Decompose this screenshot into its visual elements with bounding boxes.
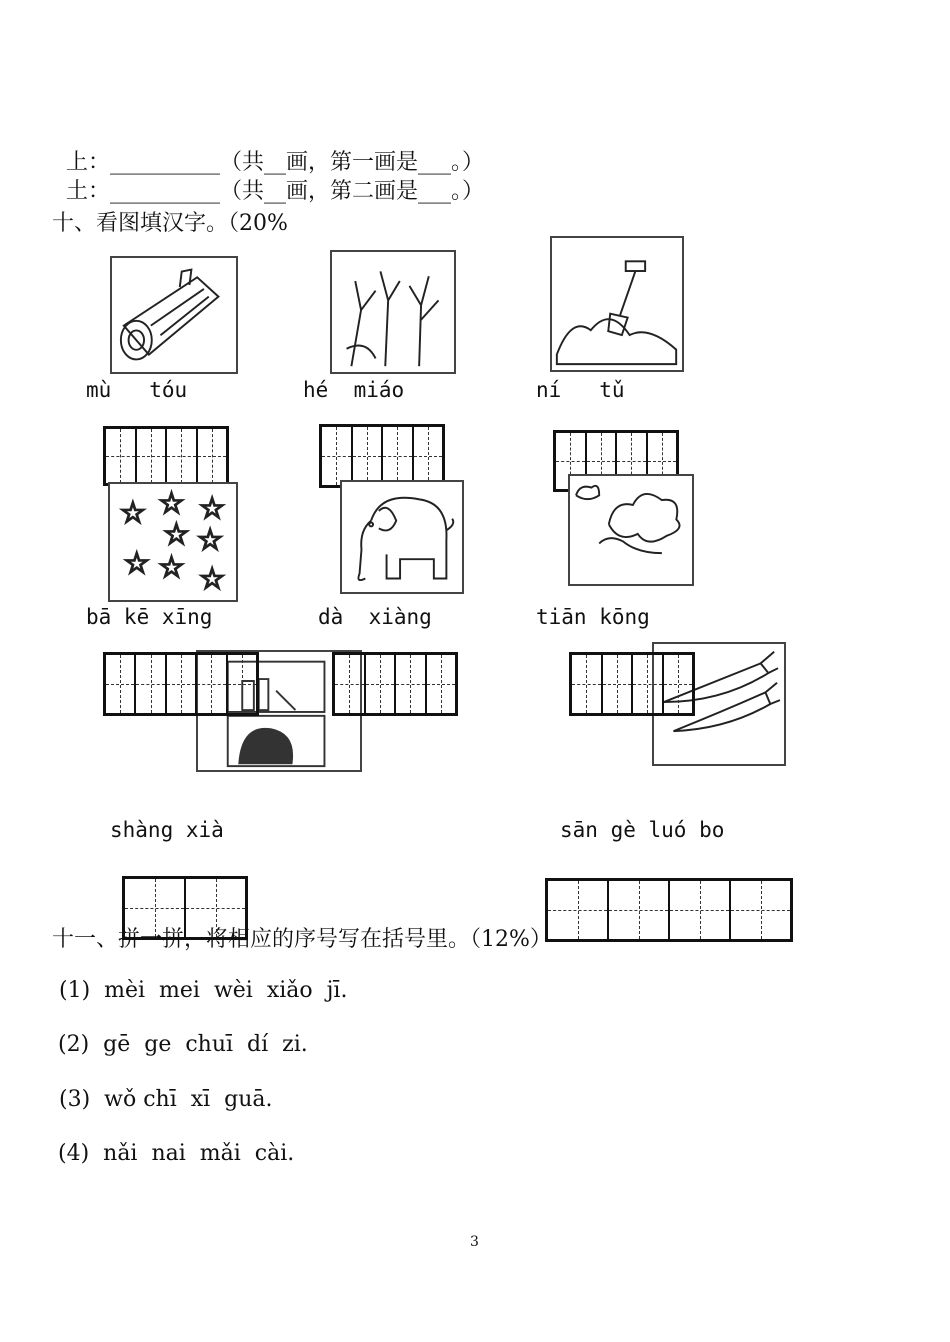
pinyin-label: bā kē xīng bbox=[86, 605, 213, 629]
svg-text:☆: ☆ bbox=[158, 549, 185, 584]
elephant-icon bbox=[340, 480, 464, 594]
clouds-icon bbox=[568, 474, 694, 586]
pinyin-label: dà xiàng bbox=[318, 605, 432, 629]
stroke-char: 上 bbox=[66, 150, 89, 175]
sentence-3: (3) wǒ chī xī guā. bbox=[52, 1087, 273, 1112]
pinyin-label: tiān kōng bbox=[536, 605, 650, 629]
answer-grid[interactable] bbox=[319, 424, 445, 488]
answer-grid[interactable] bbox=[569, 652, 695, 716]
svg-text:☆: ☆ bbox=[197, 522, 224, 557]
stroke-question: ：__________（共__画，第二画是___。） bbox=[88, 179, 485, 204]
pinyin-label: hé miáo bbox=[303, 378, 405, 402]
stars-icon bbox=[108, 482, 238, 602]
svg-text:☆: ☆ bbox=[199, 490, 226, 525]
answer-grid[interactable] bbox=[103, 426, 229, 486]
section-10-title: 十、看图填汉字。（20% bbox=[52, 211, 288, 236]
pinyin-label: mù tóu bbox=[86, 378, 188, 402]
answer-grid[interactable] bbox=[103, 652, 259, 716]
stroke-question: ：__________（共__画，第一画是___。） bbox=[88, 150, 485, 175]
sentence-1: (1) mèi mei wèi xiǎo jī. bbox=[52, 978, 348, 1003]
pinyin-label: ní tǔ bbox=[536, 378, 625, 402]
shovel-soil-icon bbox=[550, 236, 684, 372]
sentence-4: (4) nǎi nai mǎi cài. bbox=[58, 1141, 295, 1166]
seedlings-icon bbox=[330, 250, 456, 374]
section-11-title: 十一、拼一拼，将相应的序号写在括号里。（12%） bbox=[52, 927, 552, 952]
answer-grid[interactable] bbox=[332, 652, 458, 716]
svg-text:☆: ☆ bbox=[123, 545, 150, 580]
svg-text:☆: ☆ bbox=[158, 486, 185, 520]
svg-text:☆: ☆ bbox=[199, 561, 226, 596]
pinyin-label: sān gè luó bo bbox=[560, 818, 725, 842]
log-icon bbox=[110, 256, 238, 374]
stroke-line-tu bbox=[52, 149, 484, 205]
svg-text:☆: ☆ bbox=[163, 516, 190, 551]
pinyin-label: shàng xià bbox=[110, 818, 224, 842]
answer-grid[interactable] bbox=[545, 878, 793, 942]
svg-text:☆: ☆ bbox=[119, 495, 146, 530]
sentence-2: (2) gē ge chuī dí zi. bbox=[58, 1032, 308, 1057]
stroke-char: 土 bbox=[66, 179, 89, 204]
page-number: 3 bbox=[470, 1234, 479, 1250]
